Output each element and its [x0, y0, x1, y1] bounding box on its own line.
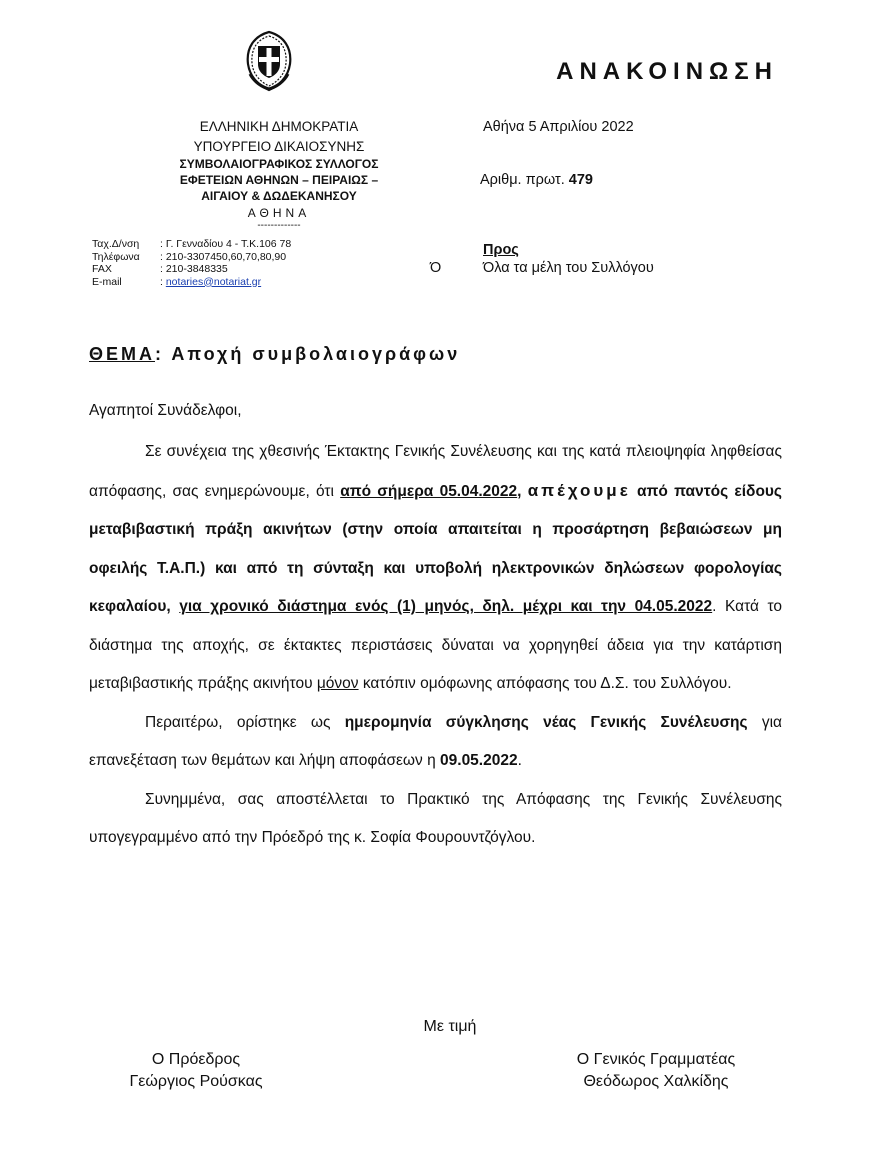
p2-end: . — [517, 752, 522, 769]
p2-bold-text: ημερομηνία σύγκλησης νέας Γενικής Συνέλευσης — [344, 713, 748, 731]
contact-label: Τηλέφωνα — [92, 250, 140, 263]
p1-text-3: κατόπιν ομόφωνης απόφασης του Δ.Σ. του Συλλόγου. — [358, 675, 732, 692]
city-name: ΑΘΗΝΑ — [247, 206, 311, 220]
closing-regards: Με τιμή — [423, 1018, 477, 1035]
coat-of-arms-emblem-icon — [244, 30, 294, 92]
email-prefix: : — [160, 275, 163, 288]
p1-abstain-word: απέχουμε — [527, 480, 631, 500]
contact-value: : Γ. Γενναδίου 4 - Τ.Κ.106 78 — [160, 238, 292, 250]
contact-value: : 210-3307450,60,70,80,90 — [160, 250, 287, 263]
contact-address-row — [92, 238, 291, 251]
contact-fax-row — [92, 263, 291, 276]
contact-label: FAX — [92, 263, 112, 275]
header-divider: ------------- — [257, 220, 301, 231]
secretary-name: Θεόδωρος Χαλκίδης — [583, 1073, 729, 1090]
recipient-marker: Ό — [430, 260, 442, 276]
recipient-value: Όλα τα μέλη του Συλλόγου — [483, 260, 654, 276]
subject-text: Αποχή συμβολαιογράφων — [171, 344, 461, 364]
secretary-signature-block — [546, 1049, 766, 1093]
president-signature-block — [96, 1049, 296, 1093]
announcement-title: ΑΝΑΚΟΙΝΩΣΗ — [556, 58, 778, 85]
subject-colon: : — [155, 344, 164, 364]
document-date: Αθήνα 5 Απριλίου 2022 — [483, 119, 634, 135]
subject-label: ΘΕΜΑ — [89, 344, 155, 364]
p2-text-2: για επανεξέταση των θεμάτων και λήψη αποφάσεων η — [89, 713, 782, 769]
protocol-number-line — [480, 172, 593, 188]
association-line-2: ΕΦΕΤΕΙΩΝ ΑΘΗΝΩΝ – ΠΕΙΡΑΙΩΣ – — [179, 173, 379, 187]
contact-email-row — [92, 276, 291, 289]
republic-name: ΕΛΛΗΝΙΚΗ ΔΗΜΟΚΡΑΤΙΑ — [199, 119, 359, 134]
paragraph-2 — [89, 704, 782, 781]
contact-phone-row — [92, 251, 291, 264]
president-name: Γεώργιος Ρούσκας — [129, 1073, 263, 1090]
greeting: Αγαπητοί Συνάδελφοι, — [89, 402, 242, 419]
ministry-name: ΥΠΟΥΡΓΕΙΟ ΔΙΚΑΙΟΣΥΝΗΣ — [193, 139, 365, 154]
p2-date: 09.05.2022 — [440, 752, 518, 769]
p1-only-underlined: μόνον — [316, 675, 359, 692]
contact-value: : 210-3848335 — [160, 263, 228, 275]
p1-text-2: . Κατά το διάστημα της αποχής, σε έκτακτες περιστάσεις δύναται να χορηγηθεί άδεια για την κατάρτιση μεταβιβαστικής πράξης ακινήτου — [89, 598, 783, 692]
p1-bold-text: από παντός είδους μεταβιβαστική πράξη ακινήτων (στην οποία απαιτείται η προσάρτηση βεβαιώσεων μη οφειλής Τ.Α.Π.) και από τη σύνταξη και υποβολή ηλεκτρονικών δηλώσεων φορολογίας κεφαλαίου — [89, 482, 782, 615]
paragraph-3: Συνημμένα, σας αποστέλλεται το Πρακτικό της Απόφασης της Γενικής Συνέλευσης υπογεγραμμένο από την Πρόεδρό της κ. Σοφία Φουρουντζόγλου. — [89, 790, 782, 846]
subject-line — [89, 344, 460, 365]
p1-comma: , — [517, 482, 522, 500]
p2-text-1: Περαιτέρω, ορίστηκε ως — [145, 713, 345, 731]
recipient-label: Προς — [483, 242, 519, 258]
contact-email-value — [160, 276, 291, 289]
p1-comma-2: , — [166, 598, 180, 615]
p1-period-underlined: για χρονικό διάστημα ενός (1) μηνός, δηλ. μέχρι και την 04.05.2022 — [179, 598, 713, 615]
association-line-3: ΑΙΓΑΙΟΥ & ΔΩΔΕΚΑΝΗΣΟΥ — [201, 189, 357, 203]
secretary-title: Ο Γενικός Γραμματέας — [576, 1051, 736, 1068]
p1-date-underlined: από σήμερα 05.04.2022 — [340, 482, 518, 500]
association-line-1: ΣΥΜΒΟΛΑΙΟΓΡΑΦΙΚΟΣ ΣΥΛΛΟΓΟΣ — [179, 157, 379, 171]
p1-text-1: Σε συνέχεια της χθεσινής Έκτακτης Γενικής Συνέλευσης και της κατά πλειοψηφία ληφθείσας απόφασης, σας ενημερώνουμε, ότι — [89, 443, 782, 500]
contact-label: Ταχ.Δ/νση — [92, 238, 140, 250]
letter-body — [89, 433, 782, 858]
contact-info — [92, 238, 291, 288]
protocol-number: 479 — [568, 172, 593, 188]
email-link[interactable]: notaries@notariat.gr — [165, 275, 262, 288]
paragraph-1 — [89, 433, 782, 704]
protocol-label: Αριθμ. πρωτ. — [480, 172, 565, 188]
contact-label: E-mail — [92, 275, 122, 288]
president-title: Ο Πρόεδρος — [151, 1051, 241, 1068]
